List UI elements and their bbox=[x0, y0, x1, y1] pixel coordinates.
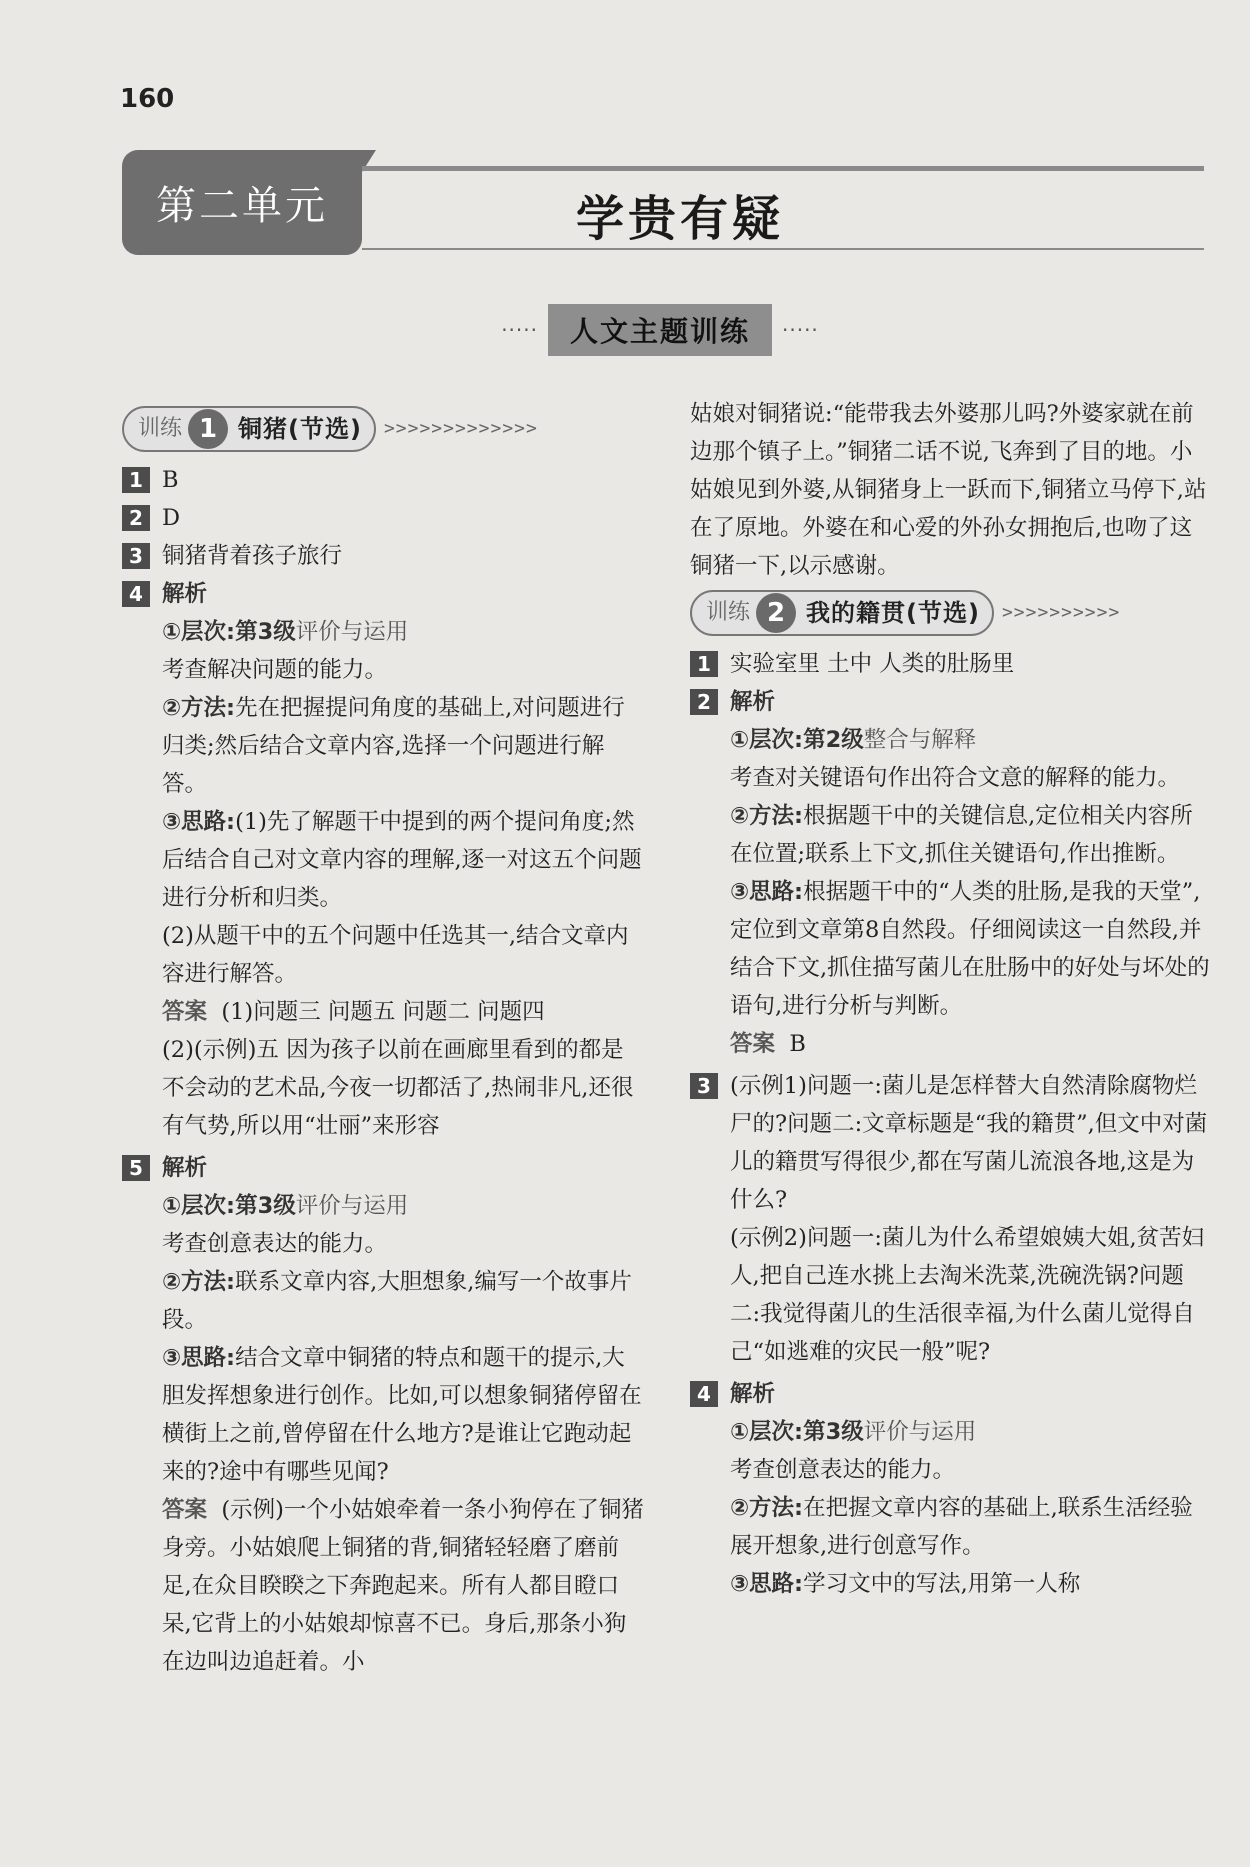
t1-q4-idea-kw: ③思路: bbox=[162, 809, 236, 835]
t2-q2-level: 第2级 bbox=[803, 727, 864, 753]
t1-q5-level-kw: ①层次: bbox=[162, 1193, 236, 1219]
t2-q3-example2: (示例2)问题一:菌儿为什么希望娘姨大姐,贫苦妇人,把自己连水挑上去淘米洗菜,洗碗洗锅?问题二:我觉得菌儿的生活很幸福,为什么菌儿觉得自己“如逃难的灾民一般”呢? bbox=[730, 1225, 1205, 1365]
t2-q2-answer-kw: 答案 bbox=[730, 1031, 776, 1057]
train1-number: 1 bbox=[188, 409, 228, 449]
left-column bbox=[122, 405, 644, 1681]
t1-q4-idea: (1)先了解题干中提到的两个提问角度;然后结合自己对文章内容的理解,逐一对这五个问题进行分析和归类。 bbox=[162, 809, 642, 911]
section-banner: 人文主题训练 bbox=[548, 304, 772, 356]
train2-arrows: >>>>>>>>>> bbox=[1001, 602, 1121, 623]
t2-q2-answer: B bbox=[789, 1031, 806, 1057]
t2-q2-method-kw: ②方法: bbox=[730, 803, 804, 829]
t1-q5-answer: (示例)一个小姑娘牵着一条小狗停在了铜猪身旁。小姑娘爬上铜猪的背,铜猪轻轻磨了磨前足,在众目睽睽之下奔跑起来。所有人都目瞪口呆,它背上的小姑娘却惊喜不已。身后,那条小狗在边叫边追赶着。小 bbox=[162, 1497, 644, 1675]
header-rule-bottom bbox=[362, 248, 1204, 250]
t2-q2-head: 解析 bbox=[730, 689, 776, 715]
t1-q5-answer-kw: 答案 bbox=[162, 1497, 208, 1523]
t1-q3-answer: 铜猪背着孩子旅行 bbox=[162, 543, 343, 569]
t1-q4-level-kw: ①层次: bbox=[162, 619, 236, 645]
t1-q4-number: 4 bbox=[122, 581, 150, 607]
train1-label: 训练 bbox=[138, 416, 183, 441]
t2-q1 bbox=[690, 645, 1210, 683]
t1-q4-method: 先在把握提问角度的基础上,对问题进行归类;然后结合文章内容,选择一个问题进行解答。 bbox=[162, 695, 625, 797]
t1-q1-number: 1 bbox=[122, 467, 150, 493]
t2-q2-method: 根据题干中的关键信息,定位相关内容所在位置;联系上下文,抓住关键语句,作出推断。 bbox=[730, 803, 1193, 867]
t1-q4-head: 解析 bbox=[162, 581, 208, 607]
train2-pill bbox=[690, 590, 994, 636]
train1-title: 铜猪(节选) bbox=[238, 415, 362, 443]
section-banner-wrap bbox=[490, 305, 830, 355]
t2-q4-level-sub: 评价与运用 bbox=[863, 1419, 977, 1445]
t2-q3 bbox=[690, 1067, 1210, 1371]
unit-title: 学贵有疑 bbox=[575, 191, 784, 247]
t2-q2 bbox=[690, 683, 1210, 1063]
t2-q4-head: 解析 bbox=[730, 1381, 776, 1407]
t2-q2-level-kw: ①层次: bbox=[730, 727, 804, 753]
train2-header bbox=[690, 589, 1210, 637]
header-rule-top bbox=[362, 166, 1204, 171]
train1-pill bbox=[122, 406, 376, 452]
t2-q2-number: 2 bbox=[690, 689, 718, 715]
t2-q2-idea-kw: ③思路: bbox=[730, 879, 804, 905]
unit-label: 第二单元 bbox=[122, 150, 362, 255]
t1-q4-level-sub: 评价与运用 bbox=[295, 619, 409, 645]
banner-dots-left: ····· bbox=[501, 318, 538, 342]
t1-q5-idea-kw: ③思路: bbox=[162, 1345, 236, 1371]
t1-q1 bbox=[122, 461, 644, 499]
t1-q4-answer2: (2)(示例)五 因为孩子以前在画廊里看到的都是不会动的艺术品,今夜一切都活了,热闹非凡,还很有气势,所以用“壮丽”来形容 bbox=[162, 1037, 634, 1139]
t1-q3-number: 3 bbox=[122, 543, 150, 569]
t2-q4-level: 第3级 bbox=[803, 1419, 864, 1445]
t1-q2-answer: D bbox=[162, 505, 181, 531]
train2-title: 我的籍贯(节选) bbox=[806, 599, 980, 627]
t1-q4-method-kw: ②方法: bbox=[162, 695, 236, 721]
t1-q5-level: 第3级 bbox=[235, 1193, 296, 1219]
t1-q2 bbox=[122, 499, 644, 537]
t2-q4-idea-kw: ③思路: bbox=[730, 1571, 804, 1597]
t1-q5-head: 解析 bbox=[162, 1155, 208, 1181]
t2-q4-level-desc: 考查创意表达的能力。 bbox=[730, 1457, 956, 1483]
t1-q4-idea2: (2)从题干中的五个问题中任选其一,结合文章内容进行解答。 bbox=[162, 923, 629, 987]
t1-q5-level-sub: 评价与运用 bbox=[295, 1193, 409, 1219]
t2-q1-number: 1 bbox=[690, 651, 718, 677]
train1-header bbox=[122, 405, 644, 453]
banner-dots-right: ····· bbox=[782, 318, 819, 342]
train2-number: 2 bbox=[756, 593, 796, 633]
t1-q5-number: 5 bbox=[122, 1155, 150, 1181]
t2-q4-number: 4 bbox=[690, 1381, 718, 1407]
t1-q4-level-desc: 考查解决问题的能力。 bbox=[162, 657, 388, 683]
continuation-text: 姑娘对铜猪说:“能带我去外婆那儿吗?外婆家就在前边那个镇子上。”铜猪二话不说,飞奔到了目的地。小姑娘见到外婆,从铜猪身上一跃而下,铜猪立马停下,站在了原地。外婆在和心爱的外孙女拥抱后,也吻了这铜猪一下,以示感谢。 bbox=[690, 401, 1207, 579]
t2-q4 bbox=[690, 1375, 1210, 1603]
t2-q2-level-sub: 整合与解释 bbox=[863, 727, 977, 753]
t1-q5-idea: 结合文章中铜猪的特点和题干的提示,大胆发挥想象进行创作。比如,可以想象铜猪停留在横街上之前,曾停留在什么地方?是谁让它跑动起来的?途中有哪些见闻? bbox=[162, 1345, 642, 1485]
t2-q2-level-desc: 考查对关键语句作出符合文意的解释的能力。 bbox=[730, 765, 1181, 791]
t1-q5-level-desc: 考查创意表达的能力。 bbox=[162, 1231, 388, 1257]
t1-q5 bbox=[122, 1149, 644, 1681]
t2-q4-method: 在把握文章内容的基础上,联系生活经验展开想象,进行创意写作。 bbox=[730, 1495, 1193, 1559]
train2-label: 训练 bbox=[706, 600, 751, 625]
t1-q5-method: 联系文章内容,大胆想象,编写一个故事片段。 bbox=[162, 1269, 632, 1333]
t1-q2-number: 2 bbox=[122, 505, 150, 531]
t2-q4-level-kw: ①层次: bbox=[730, 1419, 804, 1445]
t1-q5-method-kw: ②方法: bbox=[162, 1269, 236, 1295]
page-number: 160 bbox=[120, 84, 175, 114]
t2-q4-idea: 学习文中的写法,用第一人称 bbox=[803, 1571, 1081, 1597]
t2-q3-example1: (示例1)问题一:菌儿是怎样替大自然清除腐物烂尸的?问题二:文章标题是“我的籍贯”,但文中对菌儿的籍贯写得很少,都在写菌儿流浪各地,这是为什么? bbox=[730, 1073, 1208, 1213]
t2-q3-number: 3 bbox=[690, 1073, 718, 1099]
t2-q2-idea: 根据题干中的“人类的肚肠,是我的天堂”,定位到文章第8自然段。仔细阅读这一自然段,并结合下文,抓住描写菌儿在肚肠中的好处与坏处的语句,进行分析与判断。 bbox=[730, 879, 1210, 1019]
t1-q1-answer: B bbox=[162, 467, 179, 493]
t2-q1-answer: 实验室里 土中 人类的肚肠里 bbox=[730, 651, 1015, 677]
t2-q4-method-kw: ②方法: bbox=[730, 1495, 804, 1521]
train1-arrows: >>>>>>>>>>>>> bbox=[383, 418, 538, 439]
t1-q3 bbox=[122, 537, 644, 575]
t1-q4 bbox=[122, 575, 644, 1145]
t1-q4-answer: (1)问题三 问题五 问题二 问题四 bbox=[221, 999, 545, 1025]
t1-q4-level: 第3级 bbox=[235, 619, 296, 645]
t1-q4-answer-kw: 答案 bbox=[162, 999, 208, 1025]
right-column bbox=[690, 395, 1210, 1603]
